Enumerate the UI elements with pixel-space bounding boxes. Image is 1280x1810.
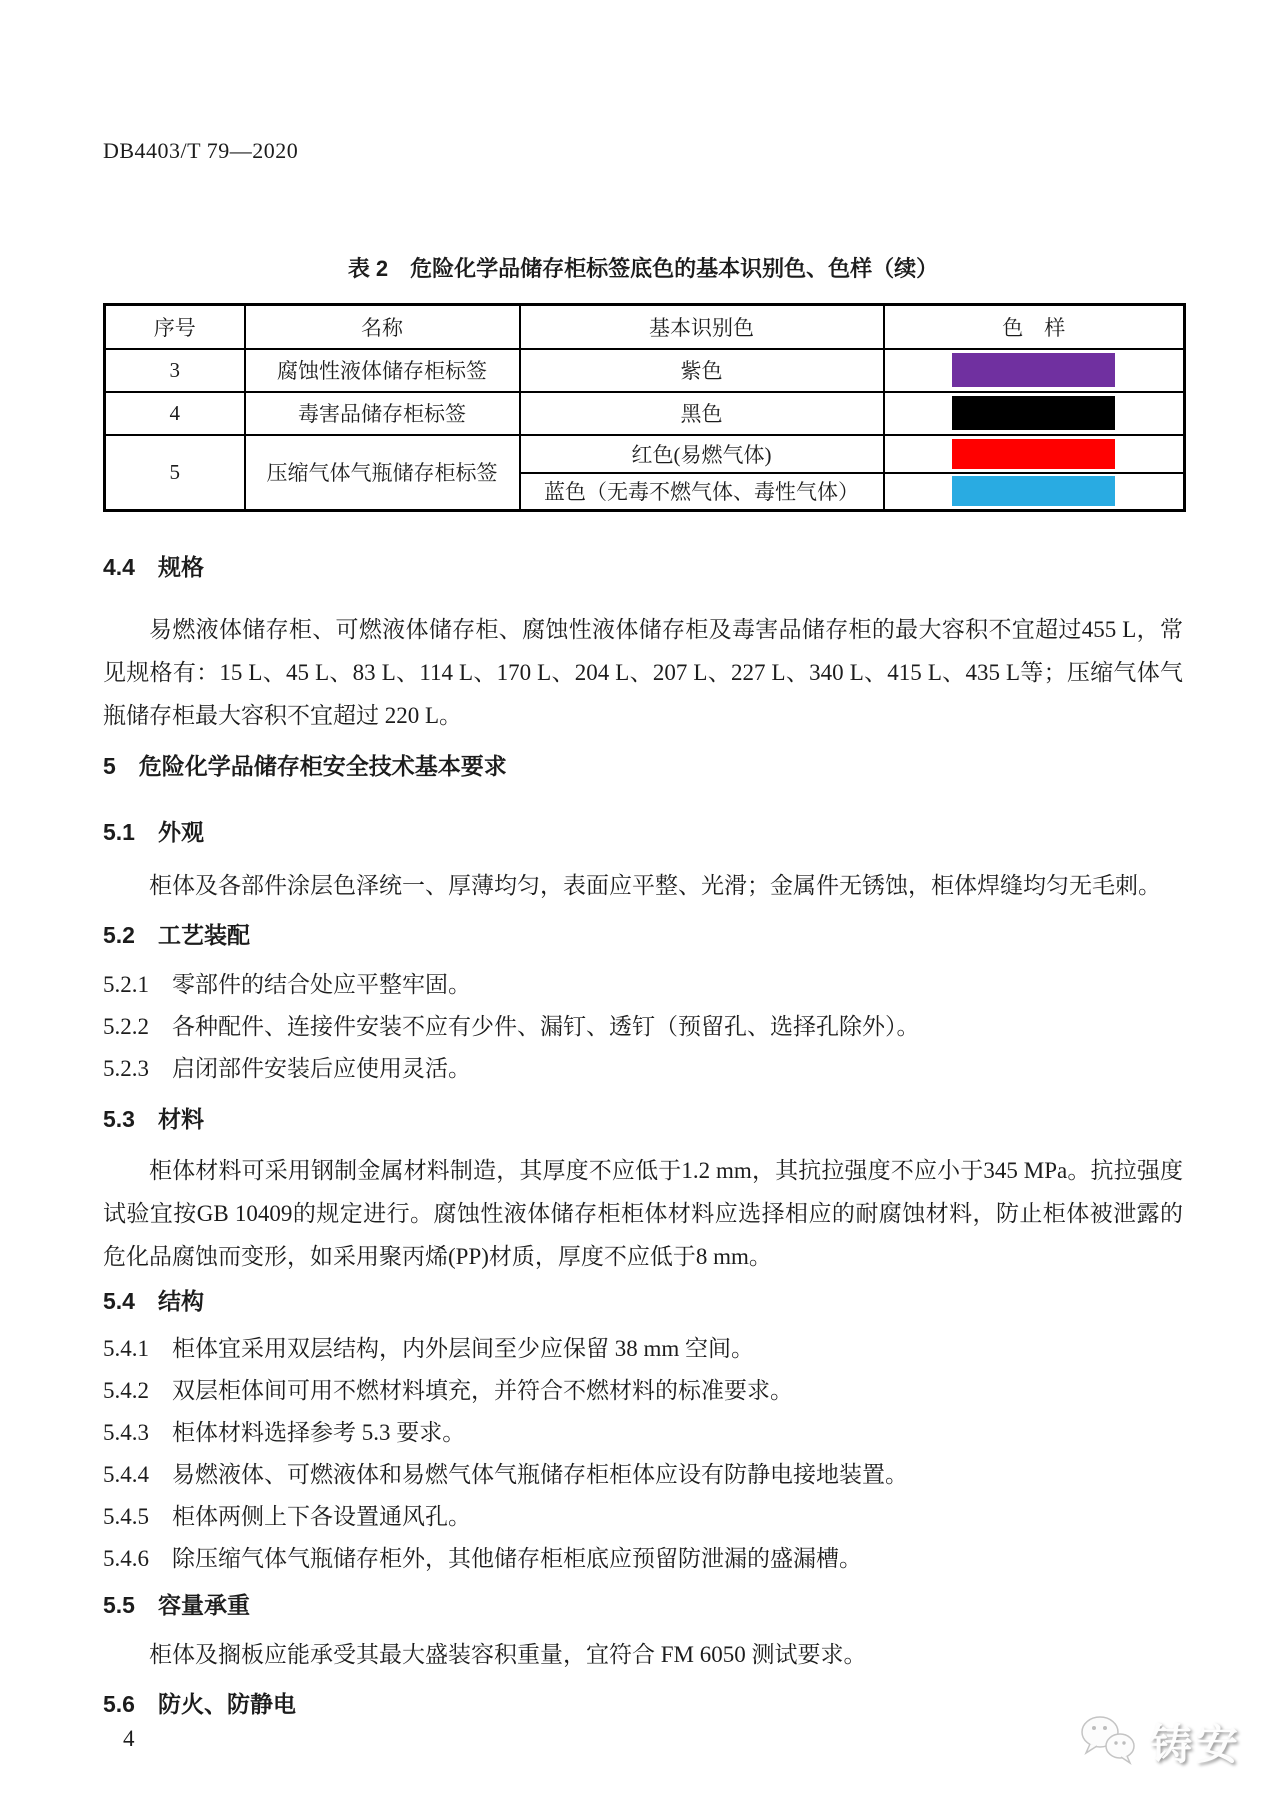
paragraph-5-1: 柜体及各部件涂层色泽统一、厚薄均匀，表面应平整、光滑；金属件无锈蚀，柜体焊缝均匀无毛刺。: [149, 873, 1161, 898]
cell-seq: 4: [105, 392, 245, 435]
clause-5-2-3: 5.2.3 启闭部件安装后应使用灵活。: [103, 1056, 471, 1081]
page-number: 4: [123, 1726, 135, 1751]
standard-number-header: DB4403/T 79—2020: [103, 138, 299, 163]
label-color-table: [103, 303, 1186, 512]
color-swatch-blue: [952, 476, 1115, 506]
section-heading-5: 5 危险化学品储存柜安全技术基本要求: [103, 753, 507, 779]
column-header-seq: 序号: [105, 305, 245, 349]
cell-base-color: 黑色: [520, 392, 884, 435]
table-row: [105, 435, 1185, 473]
cell-name: 压缩气体气瓶储存柜标签: [245, 435, 520, 511]
section-heading-5-4: 5.4 结构: [103, 1288, 204, 1314]
watermark: [1078, 1712, 1242, 1772]
section-heading-5-1: 5.1 外观: [103, 819, 204, 845]
section-heading-5-6: 5.6 防火、防静电: [103, 1691, 296, 1717]
cell-base-color: 紫色: [520, 349, 884, 392]
watermark-text: 铸安: [1149, 1721, 1242, 1768]
section-heading-4-4: 4.4 规格: [103, 554, 204, 580]
clause-5-4-2: 5.4.2 双层柜体间可用不燃材料填充，并符合不燃材料的标准要求。: [103, 1378, 793, 1403]
cell-seq: 3: [105, 349, 245, 392]
table-row: [105, 349, 1185, 392]
column-header-sample: 色 样: [884, 305, 1185, 349]
cell-sample: [884, 349, 1185, 392]
color-swatch-purple: [952, 353, 1115, 387]
cell-seq: 5: [105, 435, 245, 511]
table-header-row: [105, 305, 1185, 349]
clause-5-4-4: 5.4.4 易燃液体、可燃液体和易燃气体气瓶储存柜柜体应设有防静电接地装置。: [103, 1462, 908, 1487]
cell-name: 毒害品储存柜标签: [245, 392, 520, 435]
cell-base-color: 红色(易燃气体): [520, 435, 884, 473]
table-title: 表 2 危险化学品储存柜标签底色的基本识别色、色样（续）: [347, 256, 939, 281]
clause-5-2-2: 5.2.2 各种配件、连接件安装不应有少件、漏钉、透钉（预留孔、选择孔除外）。: [103, 1014, 920, 1039]
clause-5-4-3: 5.4.3 柜体材料选择参考 5.3 要求。: [103, 1420, 466, 1445]
cell-base-color: 蓝色（无毒不燃气体、毒性气体）: [520, 473, 884, 511]
section-heading-5-3: 5.3 材料: [103, 1106, 204, 1132]
column-header-name: 名称: [245, 305, 520, 349]
document-body: [103, 552, 1183, 1719]
cell-sample: [884, 392, 1185, 435]
paragraph-5-3: 柜体材料可采用钢制金属材料制造，其厚度不应低于1.2 mm，其抗拉强度不应小于345 MPa。抗拉强度试验宜按GB 10409的规定进行。腐蚀性液体储存柜柜体材料应选择相应的耐腐蚀材料，防止柜体被泄露的危化品腐蚀而变形，如采用聚丙烯(PP)材质，厚度不应低于8 mm。: [103, 1158, 1183, 1269]
table-row: [105, 392, 1185, 435]
cell-sample: [884, 435, 1185, 473]
paragraph-5-5: 柜体及搁板应能承受其最大盛装容积重量，宜符合 FM 6050 测试要求。: [149, 1642, 867, 1667]
column-header-base-color: 基本识别色: [520, 305, 884, 349]
paragraph-4-4: 易燃液体储存柜、可燃液体储存柜、腐蚀性液体储存柜及毒害品储存柜的最大容积不宜超过455 L，常见规格有：15 L、45 L、83 L、114 L、170 L、204 L、207 L、227 L、340 L、415 L、435 L等；压缩气体气瓶储存柜最大容积不宜超过 220 L。: [103, 617, 1183, 728]
clause-5-4-1: 5.4.1 柜体宜采用双层结构，内外层间至少应保留 38 mm 空间。: [103, 1336, 755, 1361]
clause-5-4-6: 5.4.6 除压缩气体气瓶储存柜外，其他储存柜柜底应预留防泄漏的盛漏槽。: [103, 1546, 862, 1571]
cell-sample: [884, 473, 1185, 511]
clause-5-4-5: 5.4.5 柜体两侧上下各设置通风孔。: [103, 1504, 471, 1529]
wechat-bubbles-icon: [1078, 1713, 1140, 1772]
section-heading-5-2: 5.2 工艺装配: [103, 922, 250, 948]
section-heading-5-5: 5.5 容量承重: [103, 1592, 250, 1618]
color-swatch-red: [952, 439, 1115, 469]
cell-name: 腐蚀性液体储存柜标签: [245, 349, 520, 392]
color-swatch-black: [952, 396, 1115, 430]
clause-5-2-1: 5.2.1 零部件的结合处应平整牢固。: [103, 972, 471, 997]
